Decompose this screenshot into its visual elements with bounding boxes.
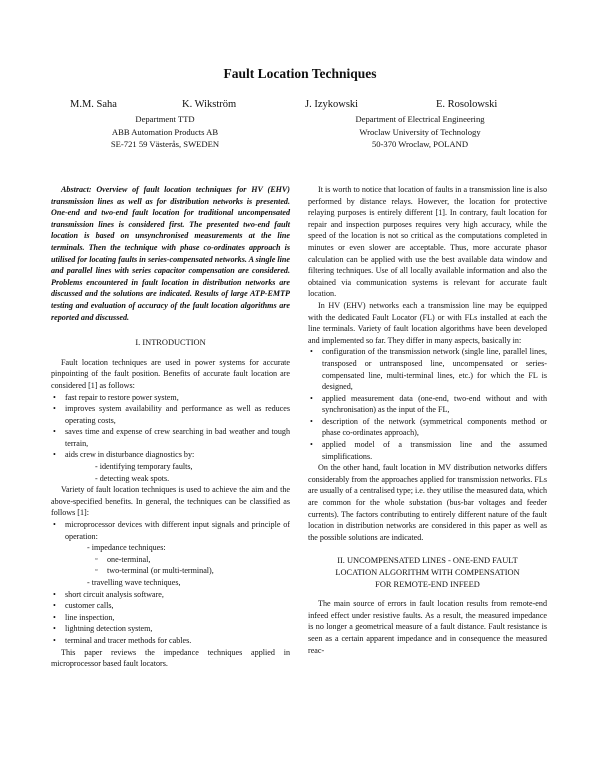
impedance-sub-item: ▫ two-terminal (or multi-terminal), [51, 565, 290, 577]
list-item: • applied measurement data (one-end, two-end without and with synchronisation) as the input of the FL, [308, 393, 547, 416]
affiliation-left [80, 113, 250, 151]
author-rosolowski: E. Rosolowski [436, 99, 498, 110]
affiliation-left-line: Department TTD [135, 114, 195, 124]
intro-paragraph-3: This paper reviews the impedance techniques applied in microprocessor based fault locators. [51, 647, 290, 669]
affiliation-right [320, 113, 520, 151]
list-item: • saves time and expense of crew searching in bad weather and tough terrain, [51, 426, 290, 449]
section-2-heading-line: II. UNCOMPENSATED LINES - ONE-END FAULT [337, 556, 518, 566]
list-item: • improves system availability and performance as well as reduces operating costs, [51, 403, 290, 426]
list-item: • microprocessor devices with different input signals and principle of operation: [51, 519, 290, 542]
list-item: • aids crew in disturbance diagnostics by: [51, 449, 290, 461]
affiliation-right-line: Wroclaw University of Technology [359, 126, 481, 137]
list-item: • short circuit analysis software, [51, 589, 290, 601]
right-paragraph-3: On the other hand, fault location in MV distribution networks differs considerably from the approaches applied for transmission networks. FLs are usually of a centralised type; i.e. they utilise the measured data, which are common for the whole substation (bus-bar voltages and feeder currents). The factors contributing to entirely different nature of the fault location in distribution networks are considered in this paper as well as the possible solutions are indicated. [308, 463, 547, 542]
list-item: • line inspection, [51, 612, 290, 624]
list-item: • configuration of the transmission network (single line, parallel lines, transposed or untransposed line, uncompensated or series-compensated line, multi-terminal lines, etc.) for which the FL is designed, [308, 346, 547, 392]
list-item: • fast repair to restore power system, [51, 392, 290, 404]
section-1-heading: I. INTRODUCTION [135, 338, 206, 348]
author-wikstrom: K. Wikström [182, 99, 237, 110]
techniques-list [51, 519, 290, 542]
aids-sub-item: - identifying temporary faults, [95, 462, 193, 472]
intro-paragraph-2: Variety of fault location techniques is used to achieve the aim and the above-specified benefits. In general, the techniques can be classified as follows [1]: [51, 485, 290, 518]
list-item: • terminal and tracer methods for cables. [51, 635, 290, 647]
benefits-list [51, 392, 290, 462]
impedance-techniques-label: - impedance techniques: [87, 543, 166, 553]
paper-title: Fault Location Techniques [223, 66, 377, 81]
list-item: • lightning detection system, [51, 623, 290, 635]
impedance-sub-item: ▫ one-terminal, [51, 554, 290, 566]
list-item: • applied model of a transmission line and the assumed simplifications. [308, 439, 547, 462]
right-paragraph-4: The main source of errors in fault location results from remote-end infeed effect under resistive faults. As a result, the measured impedance is no longer a geometrical measure of a fault distance. Fault resistance is seen as a certain apparent impedance and in consequence the measured reac- [308, 599, 547, 655]
differences-list [308, 346, 547, 462]
travelling-wave-label: - travelling wave techniques, [87, 578, 181, 587]
aids-sub-item: - detecting weak spots. [95, 473, 170, 483]
abstract: Abstract: Overview of fault location techniques for HV (EHV) transmission lines as well as for distribution networks is presented. One-end and two-end fault location for traditional uncompensated transmission lines is considered first. The presented two-end fault location is based on unsynchronised measurements at the line terminals. Then the technique with phase co-ordinates approach is utilised for locating faults in series-compensated networks. A single line and parallel lines with series capacitor compensation are considered. Problems encountered in fault location in distribution networks are discussed and the solutions are indicated. Results of large ATP-EMTP testing and evaluation of accuracy of the fault location algorithms are reported and discussed. [51, 185, 290, 322]
affiliation-left-line: ABB Automation Products AB [111, 126, 219, 137]
affiliation-right-line: 50-370 Wroclaw, POLAND [371, 139, 469, 149]
affiliation-right-line: Department of Electrical Engineering [355, 114, 485, 124]
section-2-heading [308, 555, 547, 590]
right-paragraph-2: In HV (EHV) networks each a transmission line may be equipped with the dedicated Fault Locator (FL) or with FLs installed at each the line terminals. Variety of fault location algorithms have been developed and implemented so far. They differ in many aspects, basically in: [308, 300, 547, 345]
intro-paragraph-1: Fault location techniques are used in power systems for accurate pinpointing of the fault position. Benefits of accurate fault location are considered [1] as follows: [51, 357, 290, 390]
list-item: • description of the network (symmetrical components method or phase co-ordinates approach), [308, 416, 547, 439]
section-2-heading-line: FOR REMOTE-END INFEED [375, 579, 480, 589]
section-2-heading-line: LOCATION ALGORITHM WITH COMPENSATION [335, 568, 520, 577]
right-paragraph-1: It is worth to notice that location of faults in a transmission line is also performed by distance relays. However, the location for protective relaying purposes is entirely different [1]. In contrary, fault location for repair and inspection purposes requires very high accuracy, while the speed of the location is not so critical as the computations completed in minutes or even slower are acceptable. Thus, more accurate phasor calculation can be applied with use the best available data window and filtering techniques. Use of all locally available information and also the obtained via communication systems is relevant for accurate fault location. [308, 185, 547, 299]
right-column [308, 184, 547, 656]
list-item: • customer calls, [51, 600, 290, 612]
author-saha: M.M. Saha [70, 99, 117, 110]
left-column [51, 184, 290, 670]
affiliation-left-line: SE-721 59 Västerås, SWEDEN [110, 139, 220, 149]
techniques-list-rest [51, 589, 290, 647]
author-izykowski: J. Izykowski [305, 99, 359, 110]
